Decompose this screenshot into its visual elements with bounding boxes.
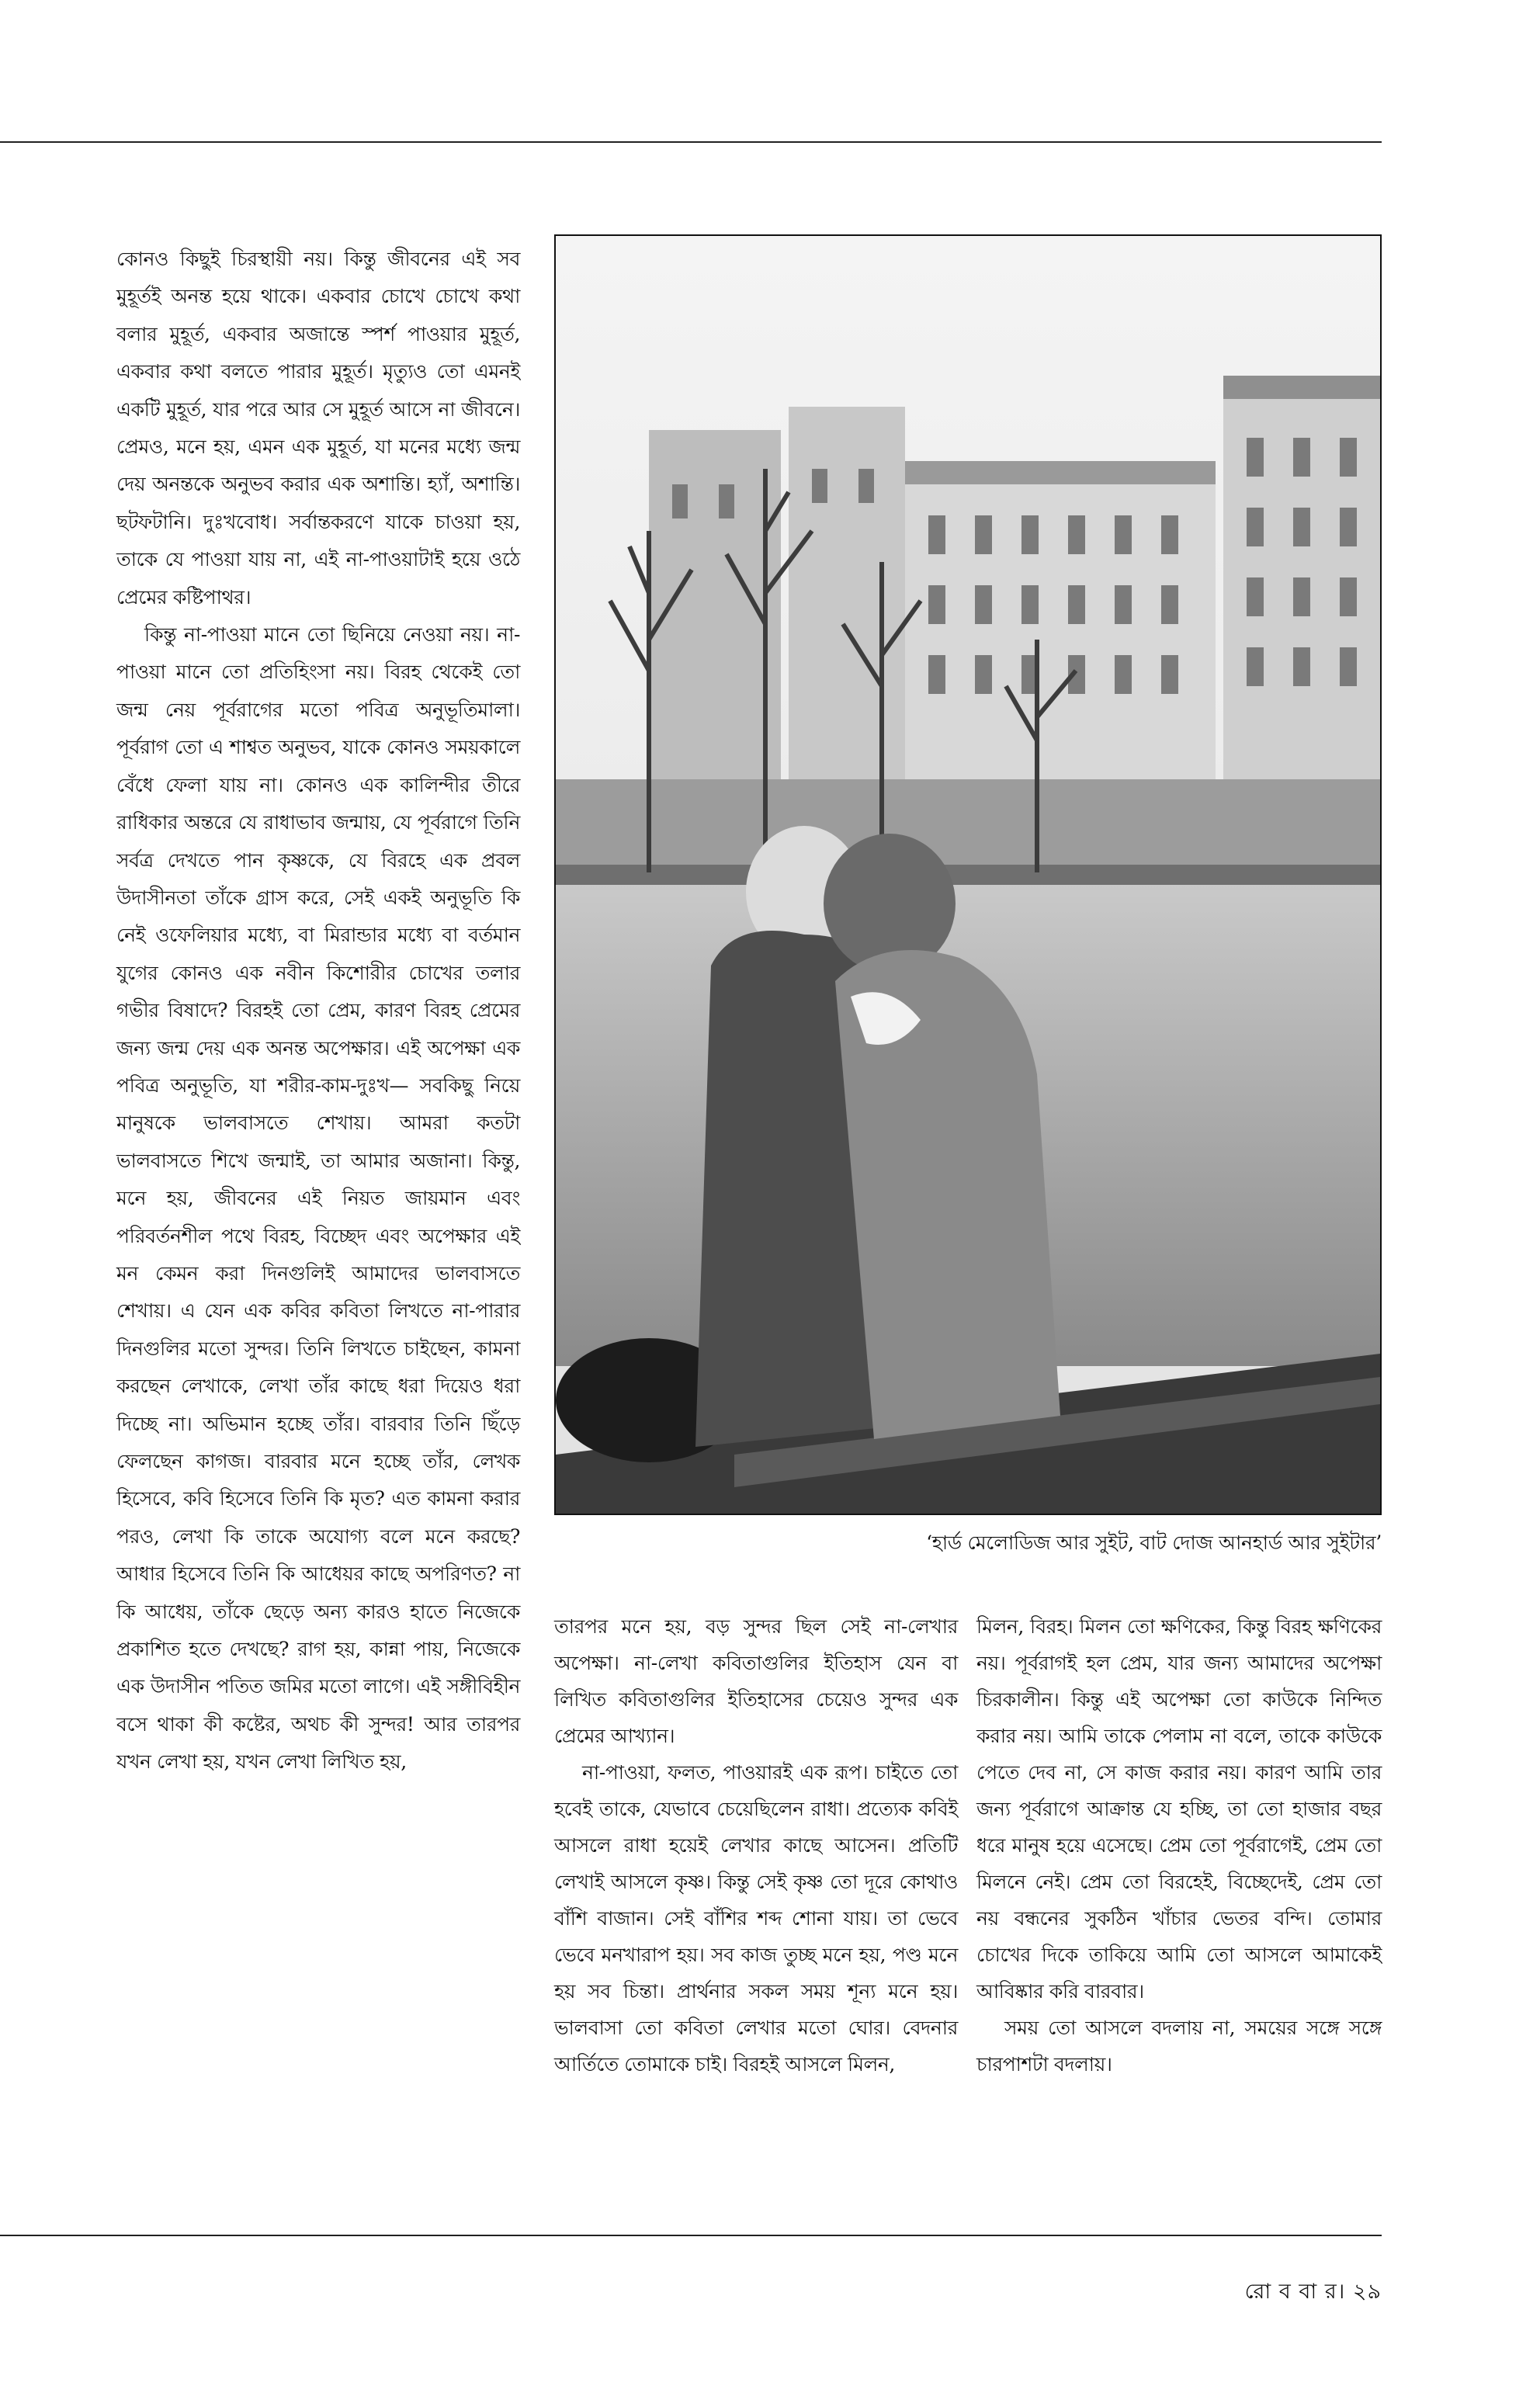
page-folio: রো ব বা র। ২৯ [1244, 2280, 1382, 2304]
paragraph-6: সময় তো আসলে বদলায় না, সময়ের সঙ্গে সঙ্গে চারপাশটা বদলায়। [976, 2017, 1382, 2076]
article-left-column [116, 241, 520, 1781]
couple-photo [554, 234, 1382, 1515]
paragraph-3: তারপর মনে হয়, বড় সুন্দর ছিল সেই না-লেখার অপেক্ষা। না-লেখা কবিতাগুলির ইতিহাস যেন বা লিখিত কবিতাগুলির ইতিহাসের চেয়েও সুন্দর এক প্রেমের আখ্যান। [554, 1615, 958, 1747]
top-rule [0, 141, 1382, 143]
couple-by-river-image [556, 236, 1380, 1514]
paragraph-2: কিন্তু না-পাওয়া মানে তো ছিনিয়ে নেওয়া নয়। না-পাওয়া মানে তো প্রতিহিংসা নয়। বিরহ থেকেই তো জন্ম নেয় পূর্বরাগের মতো পবিত্র অনুভূতিমালা। পূর্বরাগ তো এ শাশ্বত অনুভব, যাকে কোনও সময়কালে বেঁধে ফেলা যায় না। কোনও এক কালিন্দীর তীরে রাধিকার অন্তরে যে রাধাভাব জন্মায়, যে পূর্বরাগে তিনি সর্বত্র দেখতে পান কৃষ্ণকে, যে বিরহে এক প্রবল উদাসীনতা তাঁকে গ্রাস করে, সেই একই অনুভূতি কি নেই ওফেলিয়ার মধ্যে, বা মিরান্ডার মধ্যে বা বর্তমান যুগের কোনও এক নবীন কিশোরীর চোখের তলার গভীর বিষাদে? বিরহই তো প্রেম, কারণ বিরহ প্রেমের জন্য জন্ম দেয় এক অনন্ত অপেক্ষার। এই অপেক্ষা এক পবিত্র অনুভূতি, যা শরীর-কাম-দুঃখ— সবকিছু নিয়ে মানুষকে ভালবাসতে শেখায়। আমরা কতটা ভালবাসতে শিখে জন্মাই, তা আমার অজানা। কিন্তু, মনে হয়, জীবনের এই নিয়ত জায়মান এবং পরিবর্তনশীল পথে বিরহ, বিচ্ছেদ এবং অপেক্ষার এই মন কেমন করা দিনগুলিই আমাদের ভালবাসতে শেখায়। এ যেন এক কবির কবিতা লিখতে না-পারার দিনগুলির মতো সুন্দর। তিনি লিখতে চাইছেন, কামনা করছেন লেখাকে, লেখা তাঁর কাছে ধরা দিয়েও ধরা দিচ্ছে না। অভিমান হচ্ছে তাঁর। বারবার তিনি ছিঁড়ে ফেলছেন কাগজ। বারবার মনে হচ্ছে তাঁর, লেখক হিসেবে, কবি হিসেবে তিনি কি মৃত? এত কামনা করার পরও, লেখা কি তাকে অযোগ্য বলে মনে করছে? আধার হিসেবে তিনি কি আধেয়র কাছে অপরিণত? না কি আধেয়, তাঁকে ছেড়ে অন্য কারও হাতে নিজেকে প্রকাশিত হতে দেখছে? রাগ হয়, কান্না পায়, নিজেকে এক উদাসীন পতিত জমির মতো লাগে। এই সঙ্গীবিহীন বসে থাকা কী কষ্টের, অথচ কী সুন্দর! আর তারপর যখন লেখা হয়, যখন লেখা লিখিত হয়, [116, 623, 520, 1774]
article-right-column [976, 1608, 1382, 2083]
article-middle-column [554, 1608, 958, 2083]
bottom-rule [0, 2235, 1382, 2236]
paragraph-1: কোনও কিছুই চিরস্থায়ী নয়। কিন্তু জীবনের এই সব মুহূর্তই অনন্ত হয়ে থাকে। একবার চোখে চোখে কথা বলার মুহূর্ত, একবার অজান্তে স্পর্শ পাওয়ার মুহূর্ত, একবার কথা বলতে পারার মুহূর্ত। মৃত্যুও তো এমনই একটি মুহূর্ত, যার পরে আর সে মুহূর্ত আসে না জীবনে। প্রেমও, মনে হয়, এমন এক মুহূর্ত, যা মনের মধ্যে জন্ম দেয় অনন্তকে অনুভব করার এক অশান্তি। হ্যাঁ, অশান্তি। ছটফটানি। দুঃখবোধ। সর্বান্তকরণে যাকে চাওয়া হয়, তাকে যে পাওয়া যায় না, এই না-পাওয়াটাই হয়ে ওঠে প্রেমের কষ্টিপাথর। [116, 248, 520, 609]
paragraph-4: না-পাওয়া, ফলত, পাওয়ারই এক রূপ। চাইতে তো হবেই তাকে, যেভাবে চেয়েছিলেন রাধা। প্রত্যেক কবিই আসলে রাধা হয়েই লেখার কাছে আসেন। প্রতিটি লেখাই আসলে কৃষ্ণ। কিন্তু সেই কৃষ্ণ তো দূরে কোথাও বাঁশি বাজান। সেই বাঁশির শব্দ শোনা যায়। তা ভেবে ভেবে মনখারাপ হয়। সব কাজ তুচ্ছ মনে হয়, পণ্ড মনে হয় সব চিন্তা। প্রার্থনার সকল সময় শূন্য মনে হয়। ভালবাসা তো কবিতা লেখার মতো ঘোর। বেদনার আর্তিতে তোমাকে চাই। বিরহই আসলে মিলন, [554, 1761, 958, 2076]
paragraph-5: মিলন, বিরহ। মিলন তো ক্ষণিকের, কিন্তু বিরহ ক্ষণিকের নয়। পূর্বরাগই হল প্রেম, যার জন্য আমাদের অপেক্ষা চিরকালীন। কিন্তু এই অপেক্ষা তো কাউকে নিন্দিত করার নয়। আমি তাকে পেলাম না বলে, তাকে কাউকে পেতে দেব না, সে কাজ করার নয়। কারণ আমি তার জন্য পূর্বরাগে আক্রান্ত যে হচ্ছি, তা তো হাজার বছর ধরে মানুষ হয়ে এসেছে। প্রেম তো পূর্বরাগেই, প্রেম তো মিলনে নেই। প্রেম তো বিরহেই, বিচ্ছেদেই, প্রেম তো নয় বন্ধনের সুকঠিন খাঁচার ভেতর বন্দি। তোমার চোখের দিকে তাকিয়ে আমি তো আসলে আমাকেই আবিষ্কার করি বারবার। [976, 1615, 1382, 2003]
photo-caption: ‘হার্ড মেলোডিজ আর সুইট, বাট দোজ আনহার্ড আর সুইটার’ [926, 1531, 1382, 1554]
